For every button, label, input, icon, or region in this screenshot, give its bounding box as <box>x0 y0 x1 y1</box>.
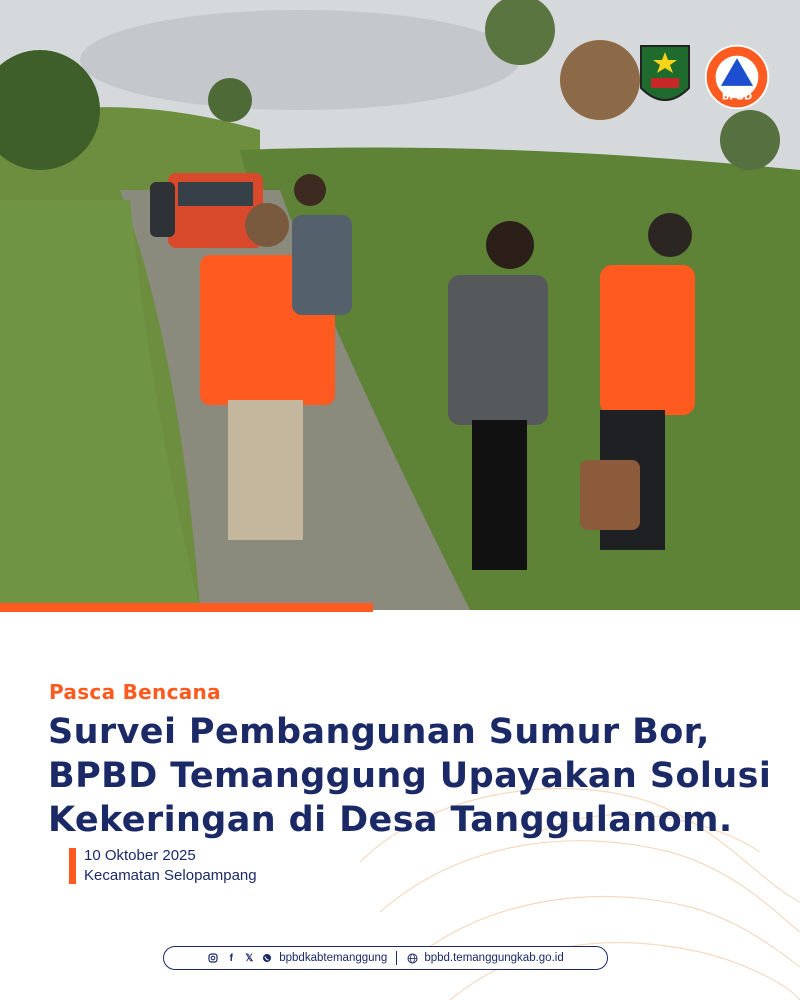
title-line: BPBD Temanggung Upayakan Solusi <box>48 756 772 796</box>
article-title <box>48 710 788 842</box>
meta-accent-bar <box>69 848 76 884</box>
whatsapp-icon[interactable] <box>261 952 273 964</box>
divider <box>396 951 397 965</box>
article-location: Kecamatan Selopampang <box>84 867 257 884</box>
svg-text:BPBD: BPBD <box>721 91 753 103</box>
footer-contact-pill <box>163 946 608 970</box>
article-date: 10 Oktober 2025 <box>84 847 196 864</box>
bpbd-logo <box>704 38 770 116</box>
regency-emblem-logo <box>632 38 698 116</box>
accent-bar <box>0 603 373 612</box>
title-line: Kekeringan di Desa Tanggulanom. <box>48 800 733 840</box>
x-icon[interactable]: 𝕏 <box>245 952 254 964</box>
title-line: Survei Pembangunan Sumur Bor, <box>48 712 710 752</box>
website-link[interactable]: bpbd.temanggungkab.go.id <box>424 952 564 964</box>
article-category: Pasca Bencana <box>49 680 221 704</box>
instagram-icon[interactable] <box>207 952 219 964</box>
social-handle[interactable]: bpbdkabtemanggung <box>279 952 388 964</box>
globe-icon <box>406 952 418 964</box>
facebook-icon[interactable]: f <box>229 952 233 964</box>
article-meta <box>84 846 257 886</box>
